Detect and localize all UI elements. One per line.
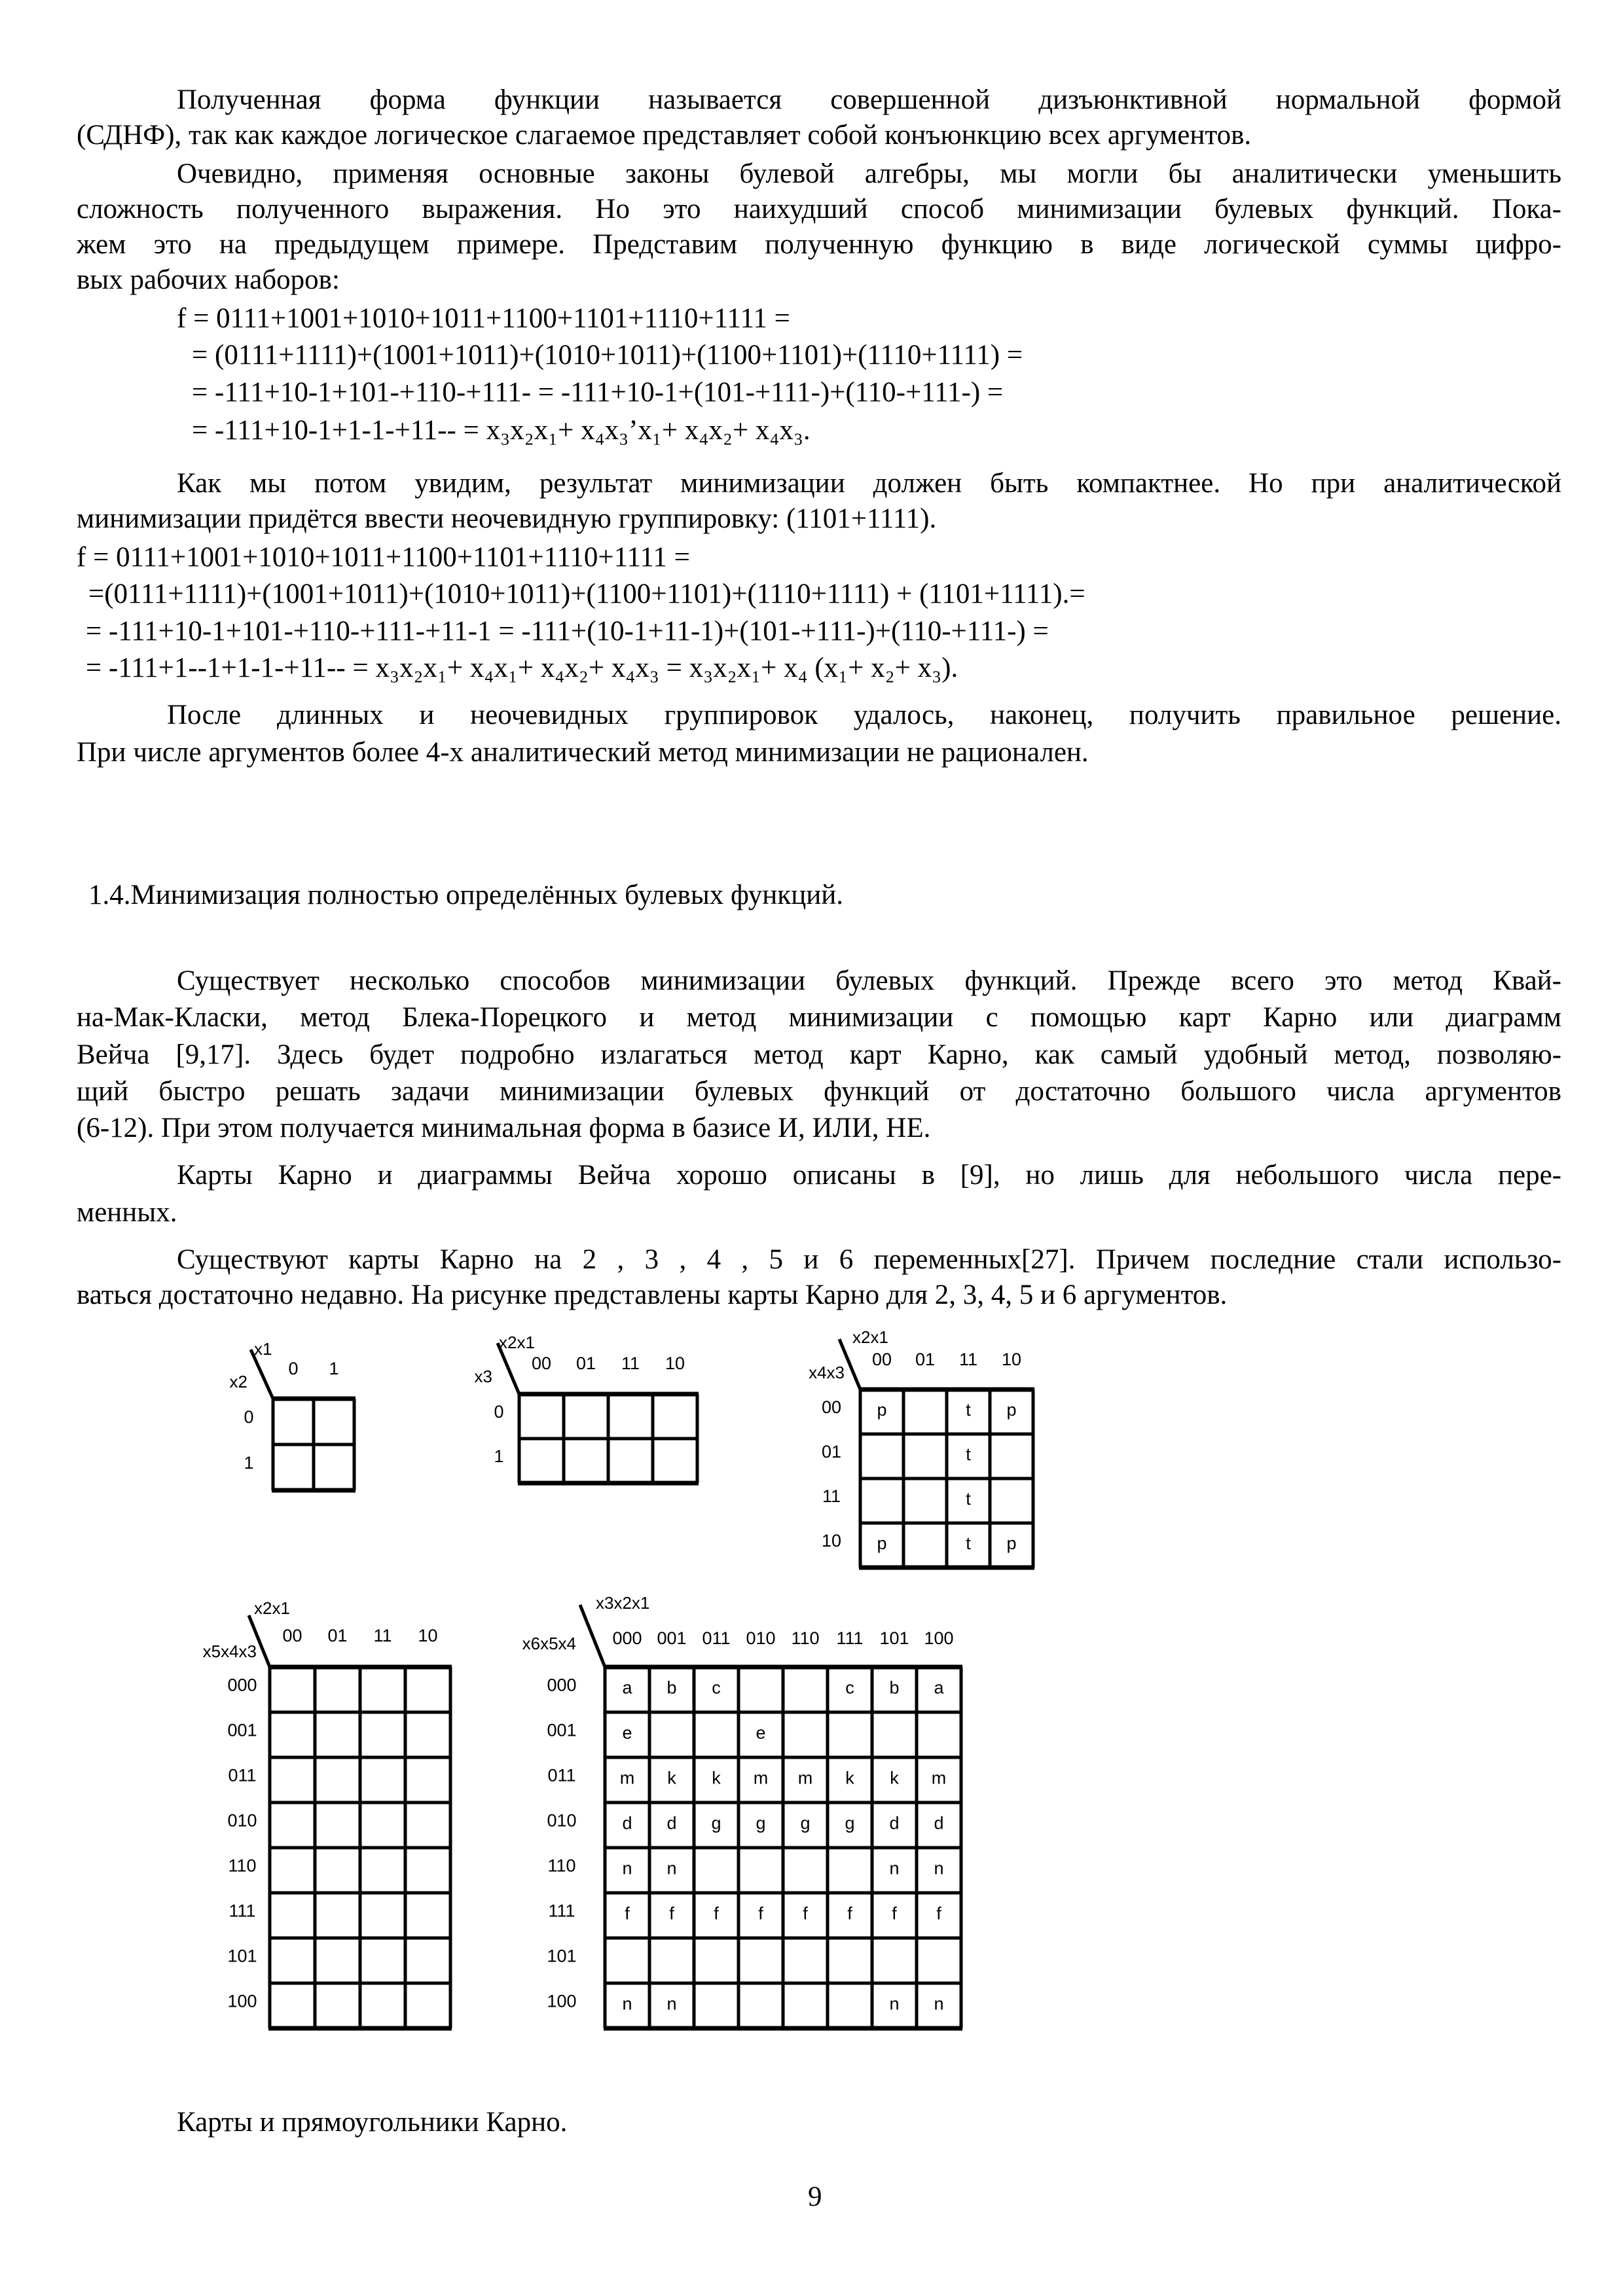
text-line: При числе аргументов более 4-х аналитический метод минимизации не рационален. (77, 737, 1089, 768)
cell-mark: m (931, 1768, 947, 1788)
column-variables-label: x2x1 (499, 1333, 535, 1352)
text-line: Карты Карно и диаграммы Вейча хорошо описаны в [9], но лишь для небольшого числа пере- (177, 1160, 1561, 1191)
text-line: на-Мак-Класки, метод Блека-Порецкого и метод минимизации с помощью карт Карно или диаграмм (77, 1002, 1561, 1033)
text-line: вых рабочих наборов: (77, 264, 340, 295)
column-code-label: 000 (612, 1628, 642, 1648)
cell-mark: n (934, 1858, 944, 1878)
row-code-label: 100 (547, 1991, 577, 2011)
cell-mark: e (622, 1723, 632, 1743)
text-line: Существуют карты Карно на 2 , 3 , 4 , 5 и 6 переменных[27]. Причем последние стали использо- (177, 1244, 1561, 1275)
cell-mark: n (622, 1858, 632, 1878)
text-line: f = 0111+1001+1010+1011+1100+1101+1110+1111 = (177, 303, 790, 334)
karnaugh-map-3-vars (475, 1333, 699, 1483)
cell-mark: f (847, 1903, 852, 1924)
cell-mark: f (714, 1903, 719, 1924)
karnaugh-map-2-vars (230, 1339, 356, 1490)
column-code-label: 11 (373, 1626, 392, 1645)
cell-mark: p (1006, 1400, 1017, 1420)
row-code-label: 00 (821, 1397, 842, 1417)
row-code-label: 0 (494, 1402, 504, 1422)
cell-mark: m (753, 1768, 769, 1788)
text-line: = -111+10-1+1-1-+11-- = x₃x₂x₁+ x₄x₃’x₁+ x₄x₂+ x₄x₃. (192, 415, 811, 446)
column-code-label: 001 (657, 1628, 687, 1648)
row-variables-label: x5x4x3 (202, 1641, 257, 1661)
cell-mark: a (934, 1677, 944, 1698)
text-line: минимизации придётся ввести неочевидную группировку: (1101+1111). (77, 503, 937, 534)
text-line: = (0111+1111)+(1001+1011)+(1010+1011)+(1100+1101)+(1110+1111) = (192, 340, 1023, 370)
row-code-label: 000 (547, 1675, 577, 1695)
cell-mark: m (797, 1768, 813, 1788)
cell-mark: g (845, 1813, 855, 1833)
text-line: f = 0111+1001+1010+1011+1100+1101+1110+1111 = (77, 542, 690, 573)
cell-mark: f (936, 1903, 941, 1924)
column-code-label: 010 (746, 1628, 776, 1648)
cell-mark: a (622, 1677, 632, 1698)
cell-mark: f (892, 1903, 897, 1924)
cell-mark: p (877, 1400, 887, 1420)
cell-mark: e (756, 1723, 766, 1743)
cell-mark: f (758, 1903, 763, 1924)
text-line: Полученная форма функции называется совершенной дизъюнктивной нормальной формой (177, 84, 1561, 115)
row-code-label: 111 (228, 1901, 256, 1921)
row-variables-label: x6x5x4 (522, 1634, 576, 1653)
page-number: 9 (808, 2181, 822, 2212)
cell-mark: p (877, 1534, 887, 1553)
text-line: = -111+1--1+1-1-+11-- = x₃x₂x₁+ x₄x₁+ x₄x₂+ x₄x₃ = x₃x₂x₁+ x₄ (x₁+ x₂+ x₃). (86, 653, 958, 683)
cell-mark: t (966, 1444, 971, 1464)
text-line: 1.4.Минимизация полностью определённых булевых функций. (88, 880, 843, 910)
cell-mark: n (622, 1994, 632, 2014)
cell-mark: g (800, 1813, 811, 1833)
cell-mark: c (712, 1677, 721, 1698)
column-code-label: 100 (924, 1628, 954, 1648)
text-line: менных. (77, 1197, 177, 1228)
row-code-label: 011 (547, 1765, 576, 1785)
column-code-label: 00 (871, 1350, 892, 1369)
row-code-label: 101 (547, 1946, 577, 1966)
column-code-label: 10 (665, 1354, 685, 1373)
text-line: (СДНФ), так как каждое логическое слагаемое представляет собой конъюнкцию всех аргументов. (77, 120, 1252, 151)
column-code-label: 00 (531, 1354, 552, 1373)
text-line: жем это на предыдущем примере. Представим полученную функцию в виде логической суммы цифро- (77, 229, 1561, 260)
column-code-label: 1 (329, 1359, 339, 1378)
text-line: После длинных и неочевидных группировок удалось, наконец, получить правильное решение. (167, 700, 1561, 730)
row-code-label: 11 (822, 1486, 841, 1506)
row-code-label: 101 (227, 1946, 257, 1966)
text-line: = -111+10-1+101-+110-+111- = -111+10-1+(101-+111-)+(110-+111-) = (192, 377, 1004, 408)
cell-mark: n (666, 1858, 677, 1878)
row-code-label: 001 (547, 1720, 577, 1740)
column-variables-label: x2x1 (254, 1598, 290, 1618)
cell-mark: g (756, 1813, 766, 1833)
column-code-label: 01 (575, 1354, 596, 1373)
text-line: Как мы потом увидим, результат минимизации должен быть компактнее. Но при аналитической (177, 468, 1561, 499)
row-code-label: 110 (228, 1856, 257, 1876)
row-code-label: 011 (228, 1765, 257, 1785)
row-code-label: 010 (227, 1810, 257, 1831)
column-code-label: 01 (327, 1626, 348, 1645)
cell-mark: c (845, 1677, 854, 1698)
row-code-label: 111 (548, 1901, 575, 1921)
text-line: щий быстро решать задачи минимизации булевых функций от достаточно большого числа аргументов (77, 1076, 1561, 1107)
cell-mark: n (889, 1994, 900, 2014)
cell-mark: f (803, 1903, 808, 1924)
karnaugh-map-4-vars (809, 1327, 1034, 1568)
row-code-label: 000 (227, 1675, 257, 1695)
figure-caption: Карты и прямоугольники Карно. (177, 2107, 568, 2138)
row-code-label: 1 (494, 1446, 504, 1466)
text-line: Вейча [9,17]. Здесь будет подробно излагаться метод карт Карно, как самый удобный метод, позволяю- (77, 1039, 1561, 1070)
text-line: (6-12). При этом получается минимальная форма в базисе И, ИЛИ, НЕ. (77, 1113, 931, 1143)
cell-mark: n (889, 1858, 900, 1878)
text-line: =(0111+1111)+(1001+1011)+(1010+1011)+(1100+1101)+(1110+1111) + (1101+1111).= (88, 579, 1085, 609)
karnaugh-map-5-vars (203, 1598, 452, 2028)
cell-mark: t (966, 1534, 971, 1553)
column-code-label: 00 (282, 1626, 302, 1645)
cell-mark: g (711, 1813, 721, 1833)
cell-mark: d (889, 1813, 900, 1833)
row-code-label: 1 (244, 1453, 254, 1473)
text-line: Существует несколько способов минимизации булевых функций. Прежде всего это метод Квай- (177, 965, 1561, 996)
cell-mark: t (966, 1400, 971, 1420)
column-code-label: 10 (418, 1626, 438, 1645)
text-line: = -111+10-1+101-+110-+111-+11-1 = -111+(10-1+11-1)+(101-+111-)+(110-+111-) = (86, 616, 1049, 647)
row-variables-label: x4x3 (809, 1363, 845, 1382)
column-code-label: 11 (958, 1350, 978, 1369)
cell-mark: f (669, 1903, 674, 1924)
column-variables-label: x3x2x1 (596, 1593, 650, 1613)
row-code-label: 01 (821, 1442, 842, 1462)
cell-mark: p (1006, 1534, 1017, 1553)
column-code-label: 101 (879, 1628, 909, 1648)
column-code-label: 0 (288, 1359, 299, 1378)
row-variables-label: x3 (474, 1367, 492, 1386)
text-line: сложность полученного выражения. Но это наихудший способ минимизации булевых функций. Пока- (77, 194, 1561, 224)
column-code-label: 01 (915, 1350, 936, 1369)
row-code-label: 001 (227, 1720, 257, 1740)
cell-mark: d (934, 1813, 944, 1833)
cell-mark: k (890, 1768, 899, 1788)
cell-mark: b (666, 1677, 677, 1698)
cell-mark: d (622, 1813, 632, 1833)
cell-mark: m (619, 1768, 635, 1788)
column-variables-label: x2x1 (852, 1327, 888, 1347)
cell-mark: n (666, 1994, 677, 2014)
cell-mark: n (934, 1994, 944, 2014)
column-code-label: 11 (621, 1354, 640, 1373)
column-code-label: 110 (791, 1628, 820, 1648)
row-code-label: 010 (547, 1810, 577, 1831)
column-variables-label: x1 (254, 1339, 272, 1359)
column-code-label: 111 (836, 1628, 864, 1648)
text-line: ваться достаточно недавно. На рисунке представлены карты Карно для 2, 3, 4, 5 и 6 аргументов. (77, 1280, 1228, 1310)
row-variables-label: x2 (229, 1372, 247, 1391)
cell-mark: b (889, 1677, 900, 1698)
cell-mark: k (667, 1768, 676, 1788)
cell-mark: k (712, 1768, 721, 1788)
cell-mark: k (845, 1768, 854, 1788)
cell-mark: d (666, 1813, 677, 1833)
cell-mark: f (625, 1903, 630, 1924)
row-code-label: 110 (547, 1856, 576, 1876)
karnaugh-map-6-vars (522, 1593, 962, 2028)
row-code-label: 100 (227, 1991, 257, 2011)
column-code-label: 011 (702, 1628, 731, 1648)
row-code-label: 0 (244, 1407, 254, 1427)
column-code-label: 10 (1001, 1350, 1022, 1369)
row-code-label: 10 (821, 1531, 842, 1551)
cell-mark: t (966, 1489, 971, 1509)
corner-diagonal (580, 1605, 605, 1667)
text-line: Очевидно, применяя основные законы булевой алгебры, мы могли бы аналитически уменьшить (177, 158, 1561, 189)
